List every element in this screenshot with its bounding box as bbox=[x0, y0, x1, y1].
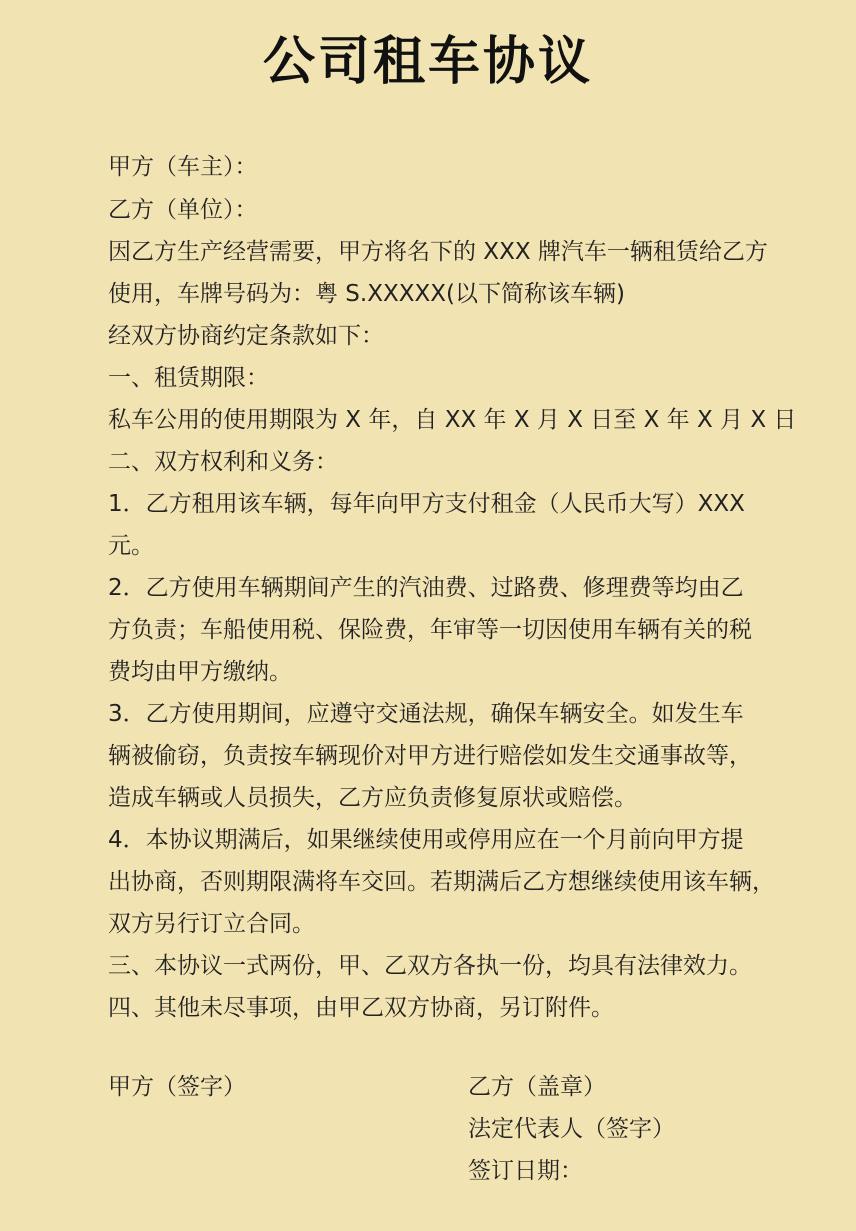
section-2-heading: 二、双方权利和义务： bbox=[108, 449, 338, 475]
clause-3-line-3: 造成车辆或人员损失，乙方应负责修复原状或赔偿。 bbox=[108, 785, 637, 811]
clause-2-line-2: 方负责；车船使用税、保险费，年审等一切因使用车辆有关的税 bbox=[108, 617, 752, 643]
section-4-line: 四、其他未尽事项，由甲乙双方协商，另订附件。 bbox=[108, 995, 614, 1021]
clause-4-line-3: 双方另行订立合同。 bbox=[108, 911, 315, 937]
section-3-line: 三、本协议一式两份，甲、乙双方各执一份，均具有法律效力。 bbox=[108, 953, 752, 979]
party-a-line: 甲方（车主）： bbox=[108, 154, 258, 180]
section-1-heading: 一、租赁期限： bbox=[108, 365, 269, 391]
preamble-line-1: 因乙方生产经营需要，甲方将名下的 XXX 牌汽车一辆租赁给乙方 bbox=[108, 239, 768, 265]
clause-2-line-1: 2．乙方使用车辆期间产生的汽油费、过路费、修理费等均由乙 bbox=[108, 575, 744, 601]
lease-term-line: 私车公用的使用期限为 X 年，自 XX 年 X 月 X 日至 X 年 X 月 X 日 bbox=[108, 407, 797, 433]
signing-date: 签订日期： bbox=[468, 1158, 583, 1184]
clause-3-line-2: 辆被偷窃，负责按车辆现价对甲方进行赔偿如发生交通事故等， bbox=[108, 743, 752, 769]
preamble-line-2: 使用，车牌号码为：粤 S.XXXXX(以下简称该车辆) bbox=[108, 281, 625, 307]
clause-4-line-2: 出协商，否则期限满将车交回。若期满后乙方想继续使用该车辆， bbox=[108, 869, 775, 895]
legal-representative-signature: 法定代表人（签字） bbox=[468, 1116, 675, 1142]
party-a-signature: 甲方（签字） bbox=[108, 1074, 246, 1100]
clause-3-line-1: 3．乙方使用期间，应遵守交通法规，确保车辆安全。如发生车 bbox=[108, 701, 744, 727]
party-b-line: 乙方（单位）： bbox=[108, 197, 258, 223]
party-b-seal: 乙方（盖章） bbox=[468, 1074, 606, 1100]
clause-1-line-1: 1．乙方租用该车辆，每年向甲方支付租金（人民币大写）XXX bbox=[108, 491, 745, 517]
agreement-intro: 经双方协商约定条款如下： bbox=[108, 323, 384, 349]
document-title: 公司租车协议 bbox=[262, 32, 593, 92]
clause-2-line-3: 费均由甲方缴纳。 bbox=[108, 659, 292, 685]
clause-1-line-2: 元。 bbox=[108, 533, 154, 559]
clause-4-line-1: 4．本协议期满后，如果继续使用或停用应在一个月前向甲方提 bbox=[108, 827, 744, 853]
